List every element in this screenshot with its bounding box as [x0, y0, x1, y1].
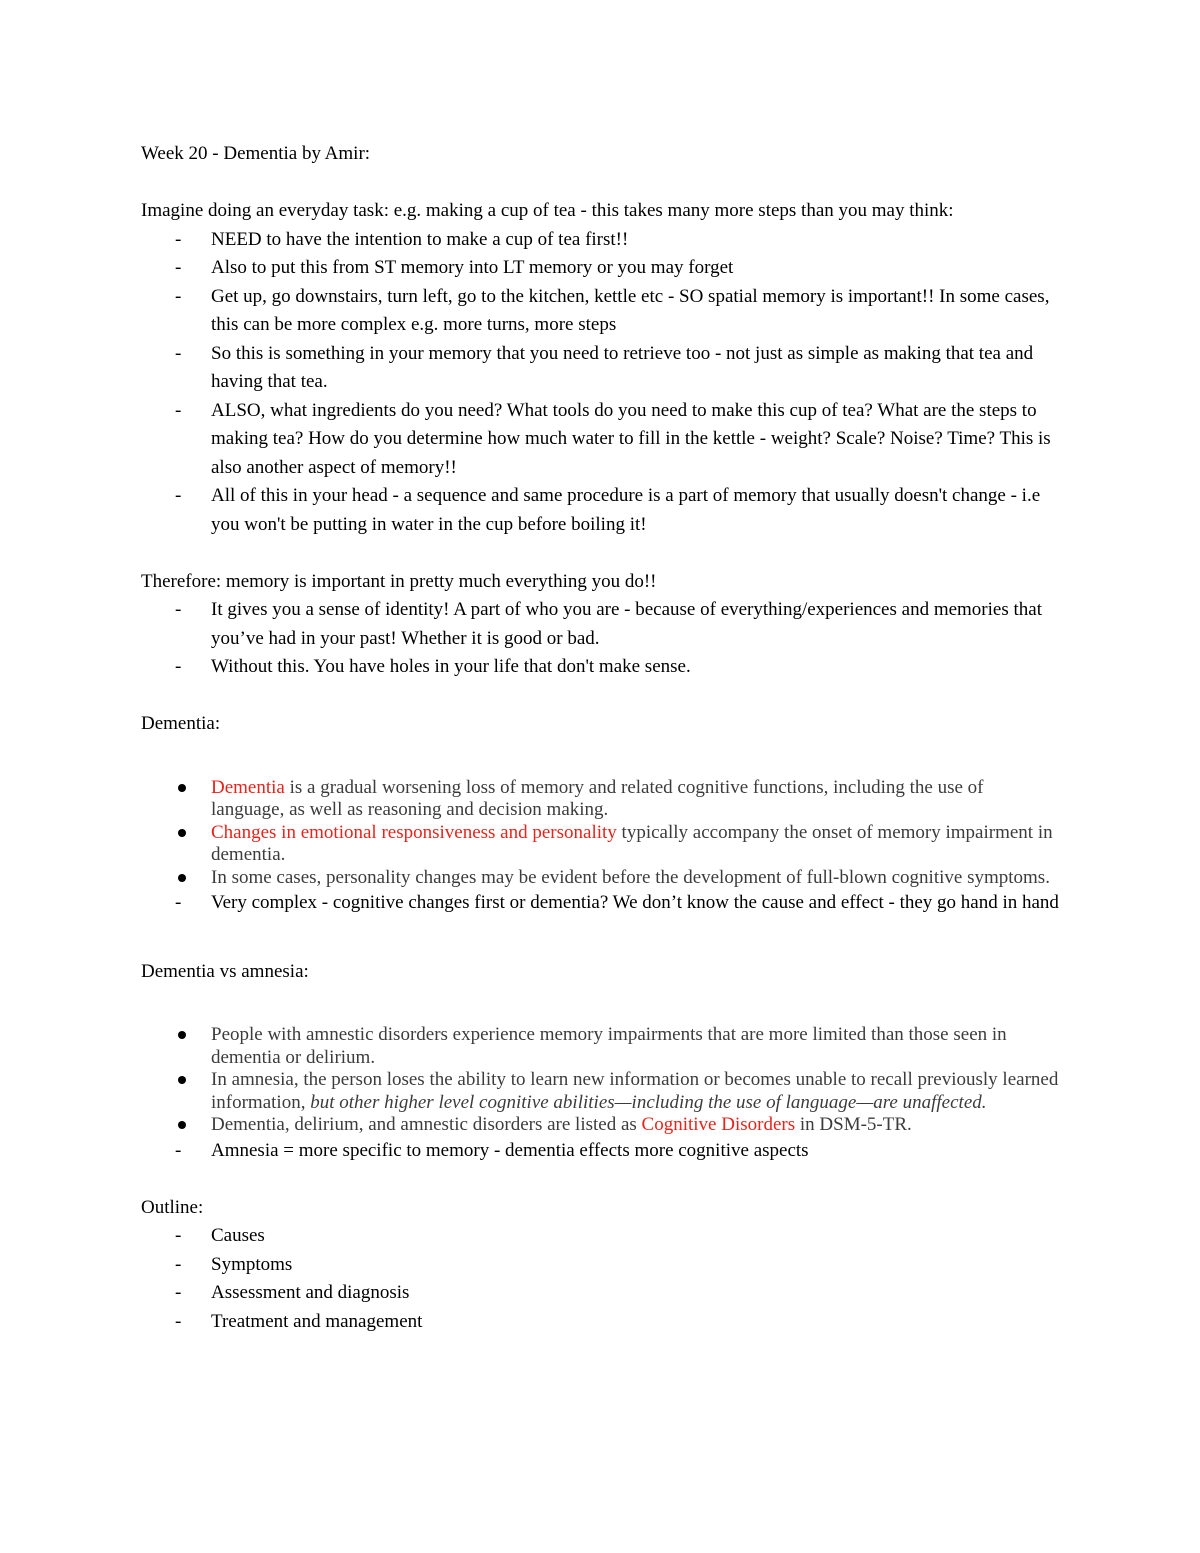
- bullet-icon: [178, 784, 186, 792]
- dementia-dash-list: [141, 889, 1061, 918]
- therefore-list: [141, 596, 1061, 682]
- list-item: People with amnestic disorders experience memory impairments that are more limited than those seen in dementia or delirium.: [141, 1024, 1061, 1069]
- list-item: - Treatment and management: [175, 1310, 423, 1332]
- amnesia-bullet-list: [141, 1024, 1061, 1137]
- list-item: - Also to put this from ST memory into LT memory or you may forget: [175, 257, 734, 278]
- list-item: - NEED to have the intention to make a cup of tea first!!: [175, 228, 629, 250]
- list-item: - Causes: [175, 1225, 265, 1246]
- list-item: In amnesia, the person loses the ability to learn new information or becomes unable to recall previously learned information, but other higher level cognitive abilities—including the use of language—are unaffected.: [141, 1069, 1061, 1114]
- list-item: In some cases, personality changes may be evident before the development of full-blown cognitive symptoms.: [141, 867, 1061, 890]
- document-body: [141, 140, 1061, 1336]
- list-item: Dementia, delirium, and amnestic disorders are listed as Cognitive Disorders in DSM-5-TR.: [141, 1114, 1061, 1137]
- list-item: - Symptoms: [175, 1253, 293, 1275]
- outline-list: [141, 1222, 1061, 1336]
- list-item: - It gives you a sense of identity! A part of who you are - because of everything/experiences and memories that you’ve had in your past! Whether it is good or bad.: [175, 599, 1042, 649]
- outline-heading: Outline:: [141, 1196, 204, 1218]
- dementia-heading: Dementia:: [141, 713, 221, 734]
- intro-paragraph: Imagine doing an everyday task: e.g. making a cup of tea - this takes many more steps than you may think:: [141, 200, 954, 221]
- list-item: - ALSO, what ingredients do you need? What tools do you need to make this cup of tea? What are the steps to making tea? How do you determine how much water to fill in the kettle - weight? Scale? Noise? Time? This is also another aspect of memory!!: [175, 399, 1051, 478]
- list-item: - Without this. You have holes in your life that don't make sense.: [175, 656, 691, 677]
- bullet-icon: [178, 1076, 186, 1084]
- intro-list: [141, 226, 1061, 540]
- bullet-icon: [178, 1031, 186, 1039]
- therefore-paragraph: Therefore: memory is important in pretty much everything you do!!: [141, 570, 657, 592]
- dementia-bullet-list: [141, 777, 1061, 890]
- amnesia-dash-list: [141, 1137, 1061, 1166]
- list-item: - Amnesia = more specific to memory - dementia effects more cognitive aspects: [175, 1139, 809, 1161]
- list-item: - All of this in your head - a sequence and same procedure is a part of memory that usually doesn't change - i.e you won't be putting in water in the cup before boiling it!: [175, 485, 1041, 535]
- list-item: Changes in emotional responsiveness and personality typically accompany the onset of memory impairment in dementia.: [141, 822, 1061, 867]
- bullet-icon: [178, 1121, 186, 1129]
- list-item: - So this is something in your memory that you need to retrieve too - not just as simple as making that tea and having that tea.: [175, 342, 1034, 392]
- list-item: Dementia is a gradual worsening loss of memory and related cognitive functions, including the use of language, as well as reasoning and decision making.: [141, 777, 1061, 822]
- list-item: - Assessment and diagnosis: [175, 1282, 410, 1303]
- amnesia-heading: Dementia vs amnesia:: [141, 960, 309, 982]
- bullet-icon: [178, 829, 186, 837]
- bullet-icon: [178, 874, 186, 882]
- document-title: Week 20 - Dementia by Amir:: [141, 143, 371, 164]
- list-item: - Very complex - cognitive changes first or dementia? We don’t know the cause and effect - they go hand in hand: [175, 892, 1059, 913]
- list-item: - Get up, go downstairs, turn left, go to the kitchen, kettle etc - SO spatial memory is important!! In some cases, this can be more complex e.g. more turns, more steps: [175, 285, 1050, 335]
